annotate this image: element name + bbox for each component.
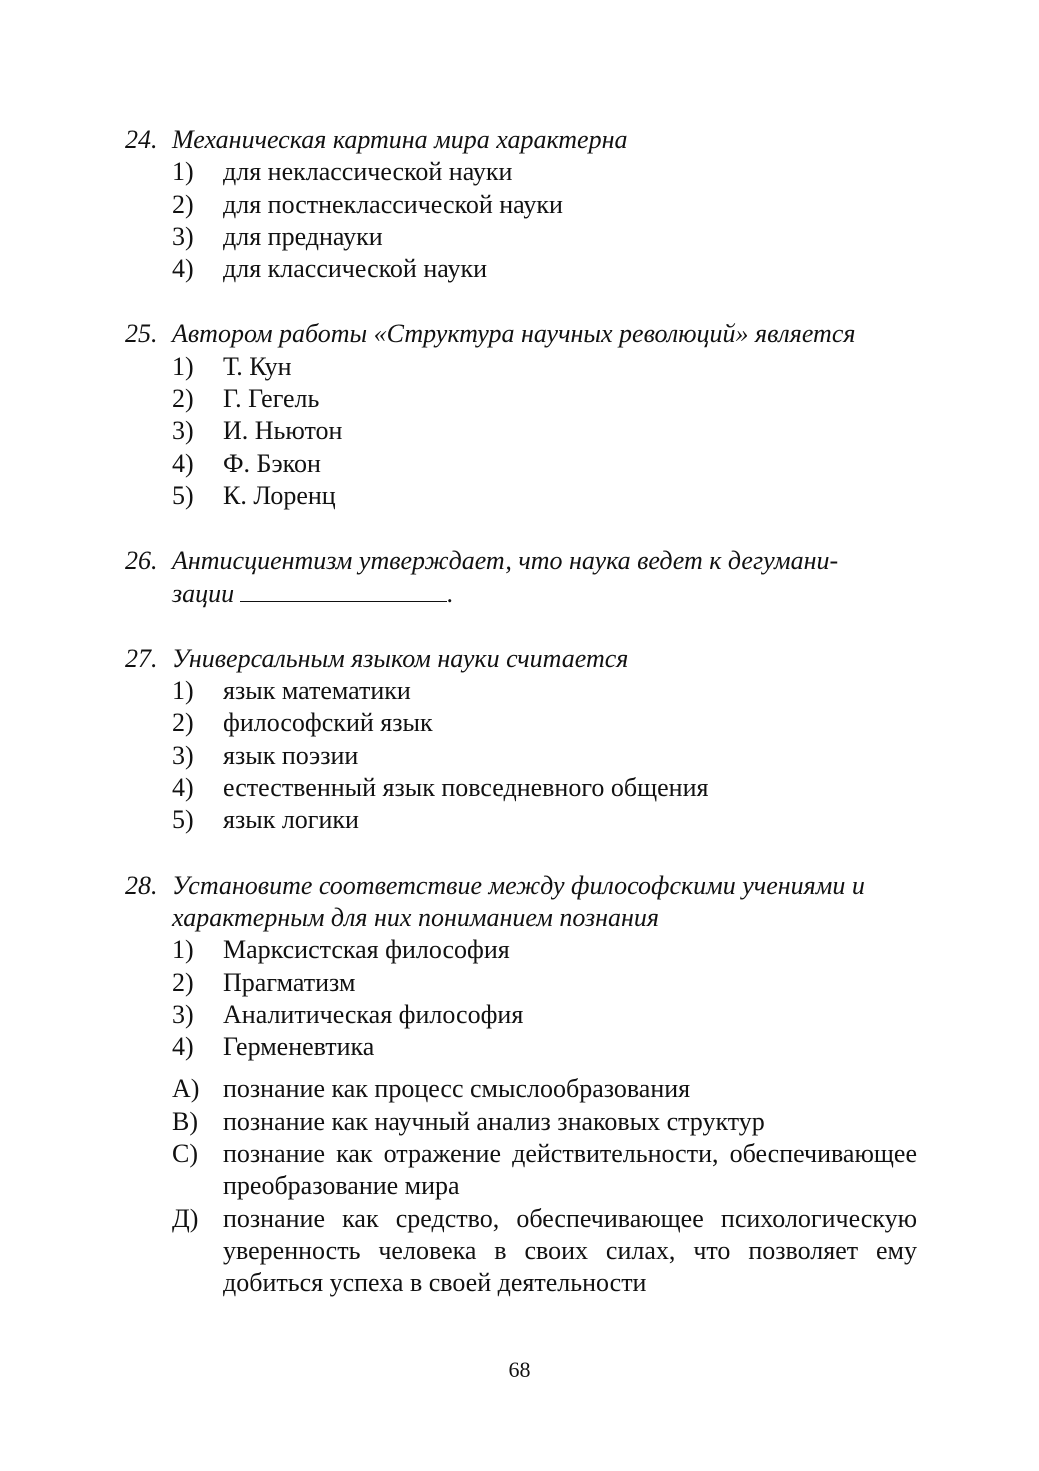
option-number: 1) — [172, 676, 194, 706]
option-text: для преднауки — [223, 221, 383, 251]
option-number: 2) — [172, 708, 194, 738]
question-text: Установите соответствие между философскими учениями и — [172, 870, 865, 900]
option-item — [125, 999, 917, 1031]
option-text: естественный язык повседневного общения — [223, 773, 709, 803]
option-item — [125, 967, 917, 999]
answer-blank — [240, 581, 447, 602]
question-text: Универсальным языком науки считается — [172, 643, 629, 673]
question-text: Автором работы «Структура научных революций» является — [172, 319, 856, 349]
question-26 — [125, 545, 917, 610]
option-number: 3) — [172, 221, 194, 251]
answer-letter: В) — [172, 1106, 198, 1136]
question-text: Антисциентизм утверждает, что наука ведет к дегумани- — [172, 546, 839, 576]
option-text: Марксистская философия — [223, 935, 510, 965]
answer-letter: Д) — [172, 1203, 199, 1233]
option-item — [125, 675, 917, 707]
answer-text: познание как процесс смыслообразования — [223, 1074, 691, 1104]
answer-item — [125, 1203, 917, 1300]
question-text: Механическая картина мира характерна — [172, 125, 628, 154]
question-27 — [125, 643, 917, 837]
question-heading — [125, 124, 917, 156]
page-content — [125, 124, 917, 1300]
option-number: 1) — [172, 157, 194, 187]
option-number: 2) — [172, 384, 194, 414]
answer-text: познание как средство, обеспечивающее психологическую уверенность человека в своих силах, что позволяет ему добиться успеха в своей деятельности — [223, 1203, 917, 1298]
question-number: 24. — [125, 125, 158, 154]
option-number: 5) — [172, 480, 194, 510]
option-text: И. Ньютон — [223, 416, 343, 446]
option-text: Аналитическая философия — [223, 999, 524, 1029]
option-text: философский язык — [223, 708, 433, 738]
option-item — [125, 740, 917, 772]
option-item — [125, 189, 917, 221]
option-item — [125, 383, 917, 415]
answer-text: познание как отражение действительности, обеспечивающее преобразование мира — [223, 1139, 917, 1201]
option-text: для постнеклассической науки — [223, 189, 563, 219]
option-item — [125, 772, 917, 804]
answer-item — [125, 1106, 917, 1138]
question-period: . — [447, 578, 454, 608]
option-number: 4) — [172, 254, 194, 284]
option-text: Т. Кун — [223, 351, 292, 381]
option-text: язык логики — [223, 805, 359, 835]
question-number: 28. — [125, 870, 158, 900]
option-text: Ф. Бэкон — [223, 448, 321, 478]
question-number: 25. — [125, 319, 158, 349]
option-number: 1) — [172, 351, 194, 381]
option-item — [125, 804, 917, 836]
option-text: Г. Гегель — [223, 384, 320, 414]
option-number: 1) — [172, 935, 194, 965]
option-number: 3) — [172, 416, 194, 446]
question-text-end: зации — [172, 578, 235, 608]
option-text: для классической науки — [223, 254, 488, 284]
option-text: язык математики — [223, 676, 411, 706]
answer-letter: С) — [172, 1139, 198, 1169]
option-item — [125, 351, 917, 383]
answer-item — [125, 1073, 917, 1105]
question-heading — [125, 318, 917, 350]
question-28 — [125, 870, 917, 1300]
option-number: 4) — [172, 448, 194, 478]
option-item — [125, 156, 917, 188]
option-text: К. Лоренц — [223, 480, 336, 510]
option-item — [125, 707, 917, 739]
question-text-continuation — [125, 578, 917, 610]
option-list — [125, 351, 917, 512]
option-list — [125, 675, 917, 836]
option-text: для неклассической науки — [223, 157, 513, 187]
answer-letter: А) — [172, 1074, 200, 1104]
question-24 — [125, 124, 917, 285]
question-text-continuation: характерным для них пониманием познания — [172, 902, 660, 932]
option-item — [125, 934, 917, 966]
question-number: 26. — [125, 546, 158, 576]
question-heading — [125, 643, 917, 675]
option-list — [125, 934, 917, 1063]
option-item — [125, 448, 917, 480]
question-heading — [125, 870, 917, 902]
option-number: 2) — [172, 189, 194, 219]
option-number: 4) — [172, 773, 194, 803]
option-number: 3) — [172, 999, 194, 1029]
question-number: 27. — [125, 643, 158, 673]
option-number: 3) — [172, 740, 194, 770]
option-text: язык поэзии — [223, 740, 359, 770]
option-item — [125, 253, 917, 285]
option-item — [125, 1031, 917, 1063]
option-list — [125, 156, 917, 285]
answer-text: познание как научный анализ знаковых структур — [223, 1106, 765, 1136]
option-item — [125, 221, 917, 253]
option-item — [125, 480, 917, 512]
option-item — [125, 415, 917, 447]
option-number: 4) — [172, 1032, 194, 1062]
question-25 — [125, 318, 917, 512]
option-text: Герменевтика — [223, 1032, 375, 1062]
question-heading — [125, 545, 917, 577]
option-number: 2) — [172, 967, 194, 997]
option-number: 5) — [172, 805, 194, 835]
answer-list — [125, 1073, 917, 1299]
page-number: 68 — [508, 1357, 531, 1382]
option-text: Прагматизм — [223, 967, 356, 997]
answer-item — [125, 1138, 917, 1203]
